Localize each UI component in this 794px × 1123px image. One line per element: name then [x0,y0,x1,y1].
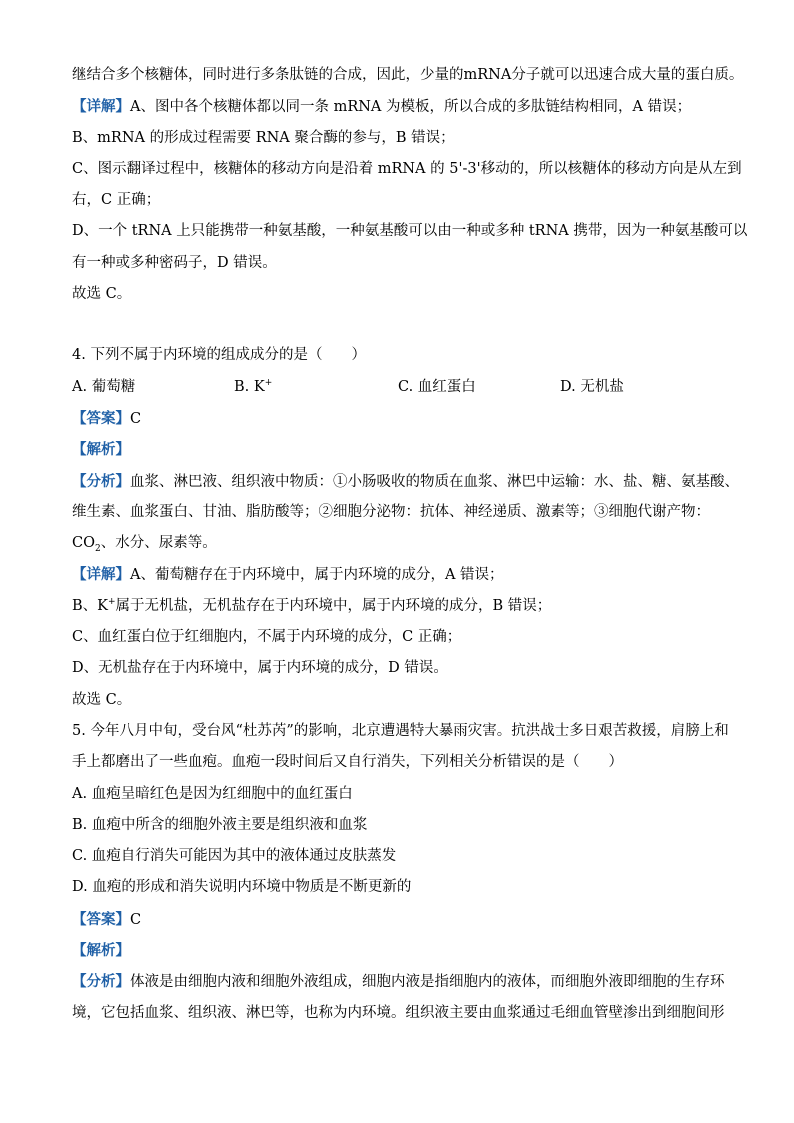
prev-detail-d-cont: 有一种或多种密码子，D 错误。 [72,254,277,271]
q4-detail-d: D、无机盐存在于内环境中，属于内环境的成分，D 错误。 [72,660,448,677]
document-page [72,60,748,1029]
q4-analysis-heading: 【解析】 [72,441,130,459]
q5-analysis-heading: 【解析】 [72,942,130,960]
q4-detail-c: C、血红蛋白位于红细胞内，不属于内环境的成分，C 正确； [72,629,462,646]
q5-option-a: A. 血疱呈暗红色是因为红细胞中的血红蛋白 [72,785,353,802]
detail-tag: 【详解】 [72,98,130,116]
prev-continuation: 继结合多个核糖体，同时进行多条肽链的合成，因此，少量的mRNA分子就可以迅速合成大量的蛋白质。 [72,67,744,83]
q4-detail-b: B、K+属于无机盐，无机盐存在于内环境中，属于内环境的成分，B 错误； [72,596,552,614]
prev-detail-c-cont: 右，C 正确； [72,192,161,209]
q5-fenxi-1: 【分析】体液是由细胞内液和细胞外液组成，细胞内液是指细胞内的液体，而细胞外液即细胞的生存环 [72,973,725,991]
q5-stem-2: 手上都磨出了一些血疱。血疱一段时间后又自行消失，下列相关分析错误的是（ ） [72,754,623,771]
q5-option-b: B. 血疱中所含的细胞外液主要是组织液和血浆 [72,816,368,833]
q4-choose: 故选 C。 [72,691,132,708]
q4-fenxi-3: $CO_2$、水分、尿素等。 [72,535,217,555]
q4-fenxi-2: 维生素、血浆蛋白、甘油、脂肪酸等；②细胞分泌物：抗体、神经递质、激素等；③细胞代谢产物： [72,503,710,520]
prev-detail-d: D、一个 tRNA 上只能携带一种氨基酸，一种氨基酸可以由一种或多种 tRNA 携带，因为一种氨基酸可以 [72,223,748,240]
q4-option-d: D. 无机盐 [560,378,624,395]
answer-tag: 【答案】 [72,910,130,928]
q5-option-d: D. 血疱的形成和消失说明内环境中物质是不断更新的 [72,879,412,896]
prev-choose: 故选 C。 [72,286,132,303]
q4-stem: 4. 下列不属于内环境的组成成分的是（ ） [72,347,366,364]
fenxi-tag: 【分析】 [72,973,130,991]
prev-detail-a: 【详解】A、图中各个核糖体都以同一条 mRNA 为模板，所以合成的多肽链结构相同，A 错误； [72,98,692,116]
q4-answer: 【答案】C [72,409,142,427]
q5-stem-1: 5. 今年八月中旬，受台风“杜苏芮”的影响，北京遭遇特大暴雨灾害。抗洪战士多日艰苦救援，肩膀上和 [72,722,729,739]
q5-fenxi-2: 境，它包括血浆、组织液、淋巴等，也称为内环境。组织液主要由血浆通过毛细血管壁渗出到细胞间形 [72,1004,725,1021]
prev-detail-c: C、图示翻译过程中，核糖体的移动方向是沿着 mRNA 的 5'-3'移动的，所以核糖体的移动方向是从左到 [72,160,742,177]
q4-option-b: B. K+ [234,377,273,395]
q4-detail-a: 【详解】A、葡萄糖存在于内环境中，属于内环境的成分，A 错误； [72,566,504,584]
q4-option-a: A. 葡萄糖 [72,378,136,395]
q4-option-c: C. 血红蛋白 [398,378,476,395]
fenxi-tag: 【分析】 [72,472,130,490]
detail-tag: 【详解】 [72,566,130,584]
q4-fenxi-1: 【分析】血浆、淋巴液、组织液中物质：①小肠吸收的物质在血浆、淋巴中运输：水、盐、糖、氨基酸、 [72,472,739,490]
q5-answer: 【答案】C [72,910,142,928]
answer-tag: 【答案】 [72,409,130,427]
q5-option-c: C. 血疱自行消失可能因为其中的液体通过皮肤蒸发 [72,848,397,865]
q4-options [72,372,722,403]
prev-detail-b: B、mRNA 的形成过程需要 RNA 聚合酶的参与，B 错误； [72,129,455,146]
